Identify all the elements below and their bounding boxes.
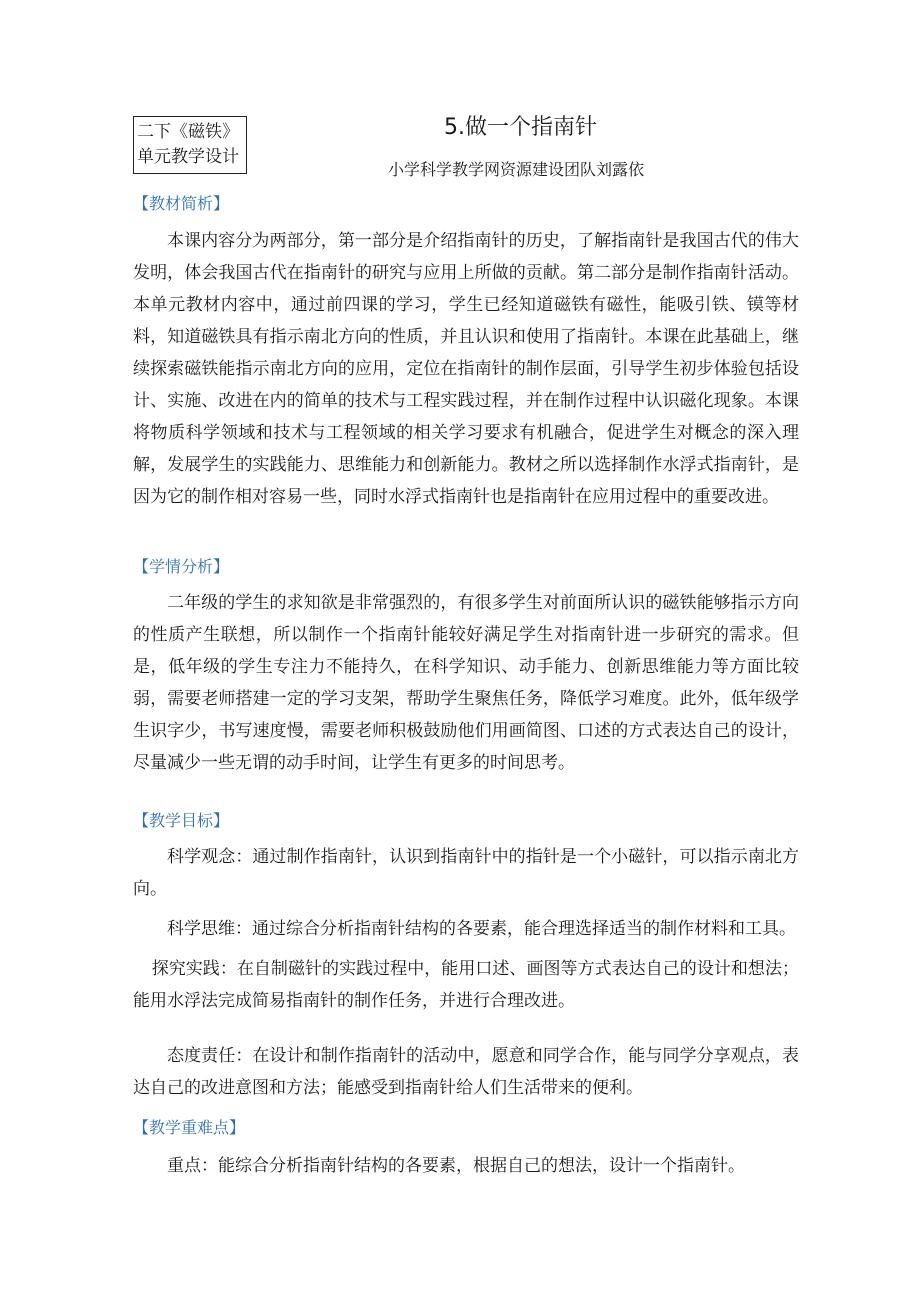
- heading-teaching-goals: 【教学目标】: [133, 811, 230, 830]
- heading-textbook-analysis: 【教材简析】: [133, 194, 230, 213]
- author-line: 小学科学教学网资源建设团队刘露依: [388, 160, 645, 179]
- unit-label-box: [133, 116, 247, 174]
- unit-label-line1: 二下《磁铁》: [137, 122, 239, 142]
- key-point-focus: 重点：能综合分析指南针结构的各要素，根据自己的想法，设计一个指南针。: [167, 1156, 745, 1176]
- student-analysis-paragraph: 二年级的学生的求知欲是非常强烈的，有很多学生对前面所认识的磁铁能够指示方向的性质产生联想，所以制作一个指南针能较好满足学生对指南针进一步研究的需求。但是，低年级的学生专注力不能持久，在科学知识、动手能力、创新思维能力等方面比较弱，需要老师搭建一定的学习支架，帮助学生聚焦任务，降低学习难度。此外，低年级学生识字少，书写速度慢，需要老师积极鼓励他们用画简图、口述的方式表达自己的设计，尽量减少一些无谓的动手时间，让学生有更多的时间思考。: [133, 593, 799, 773]
- page-title: 5.做一个指南针: [444, 115, 597, 140]
- heading-key-points: 【教学重难点】: [133, 1118, 246, 1137]
- unit-label-line2: 单元教学设计: [137, 147, 239, 167]
- heading-student-analysis: 【学情分析】: [133, 557, 230, 576]
- textbook-analysis-paragraph: 本课内容分为两部分，第一部分是介绍指南针的历史，了解指南针是我国古代的伟大发明，体会我国古代在指南针的研究与应用上所做的贡献。第二部分是制作指南针活动。本单元教材内容中，通过前四课的学习，学生已经知道磁铁有磁性，能吸引铁、镆等材料，知道磁铁具有指示南北方向的性质，并且认识和使用了指南针。本课在此基础上，继续探索磁铁能指示南北方向的应用，定位在指南针的制作层面，引导学生初步体验包括设计、实施、改进在内的简单的技术与工程实践过程，并在制作过程中认识磁化现象。本课将物质科学领域和技术与工程领域的相关学习要求有机融合，促进学生对概念的深入理解，发展学生的实践能力、思维能力和创新能力。教材之所以选择制作水浮式指南针，是因为它的制作相对容易一些，同时水浮式指南针也是指南针在应用过程中的重要改进。: [133, 231, 799, 507]
- goal-inquiry-practice: 探究实践：在自制磁针的实践过程中，能用口述、画图等方式表达自己的设计和想法；能用水浮法完成简易指南针的制作任务，并进行合理改进。: [133, 959, 799, 1011]
- goal-scientific-concept: 科学观念：通过制作指南针，认识到指南针中的指针是一个小磁针，可以指示南北方向。: [133, 847, 799, 899]
- goal-scientific-thinking: 科学思维：通过综合分析指南针结构的各要素，能合理选择适当的制作材料和工具。: [167, 919, 796, 939]
- goal-attitude-responsibility: 态度责任：在设计和制作指南针的活动中，愿意和同学合作，能与同学分享观点，表达自己的改进意图和方法；能感受到指南针给人们生活带来的便利。: [133, 1046, 799, 1098]
